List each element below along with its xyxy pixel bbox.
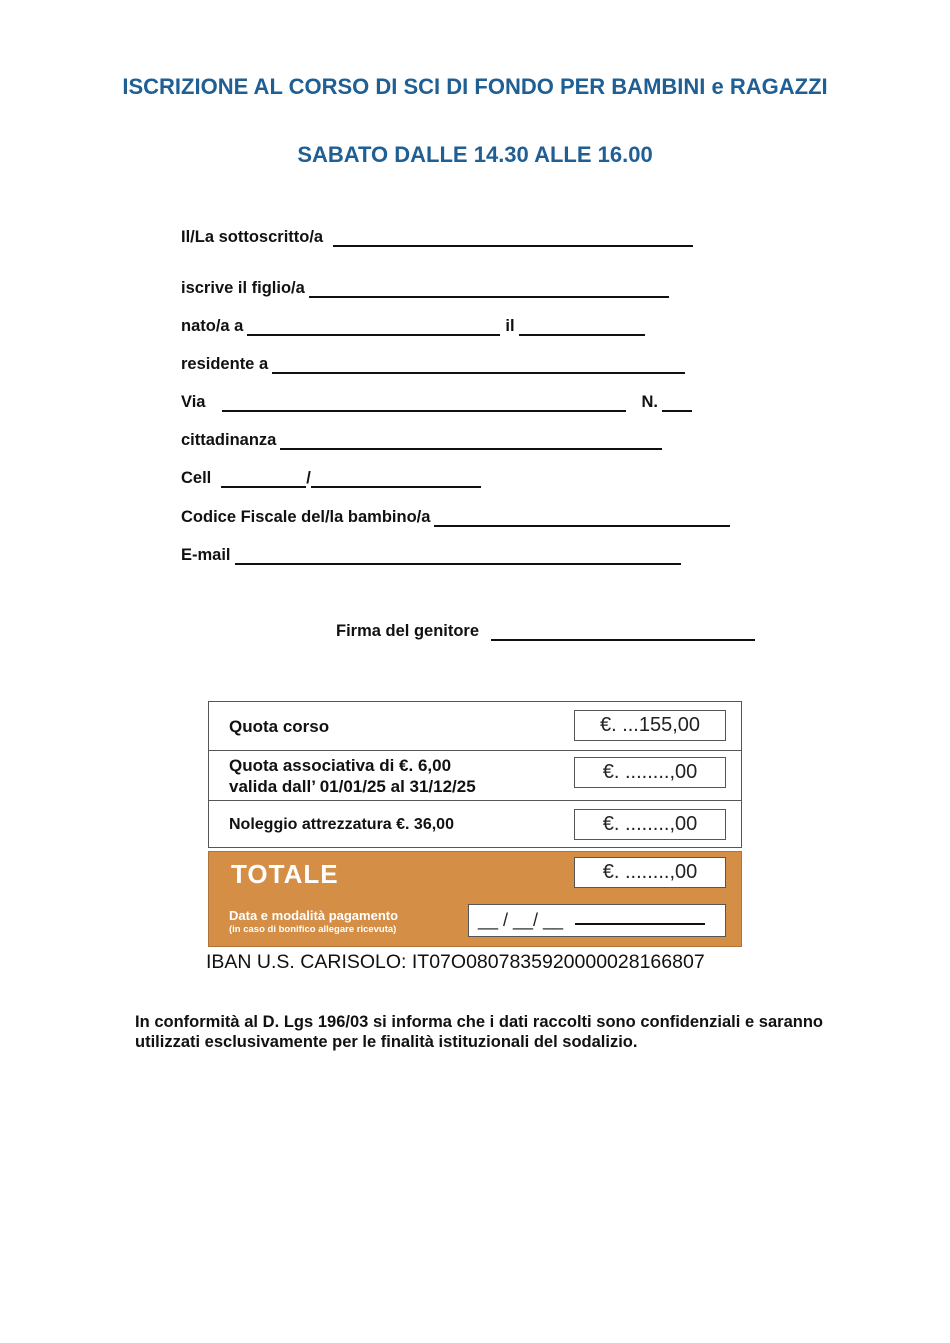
field-firma: [336, 622, 755, 641]
fill-line[interactable]: [235, 547, 681, 565]
total-amount-field[interactable]: €. ........,00: [574, 857, 726, 888]
fee-label: Quota corso: [229, 717, 330, 736]
fill-line[interactable]: [333, 229, 693, 247]
privacy-notice: In conformità al D. Lgs 196/03 si informa che i dati raccolti sono confidenziali e saranno utilizzati esclusivamente per le finalità istituzionali del sodalizio.: [135, 1013, 823, 1051]
field-label: Il/La sottoscritto/a: [181, 228, 324, 246]
field-sottoscritto: [181, 228, 693, 247]
field-label: residente a: [181, 355, 269, 373]
field-label: Codice Fiscale del/la bambino/a: [181, 508, 431, 526]
field-label: Via: [181, 393, 206, 411]
field-label: nato/a a: [181, 317, 244, 335]
field-cittadinanza: [181, 431, 662, 450]
payment-mode-line[interactable]: [575, 907, 705, 925]
fill-line[interactable]: [662, 394, 692, 412]
fill-line[interactable]: [309, 280, 669, 298]
field-label: Firma del genitore: [336, 622, 480, 640]
fill-line[interactable]: [311, 470, 481, 488]
fill-line[interactable]: [272, 356, 685, 374]
fill-line[interactable]: [222, 394, 626, 412]
fill-line[interactable]: [247, 318, 500, 336]
field-cell: [181, 469, 481, 488]
amount-field[interactable]: €. ........,00: [574, 809, 726, 840]
total-section: [208, 851, 742, 947]
fee-table: [208, 701, 742, 848]
field-label: cittadinanza: [181, 431, 277, 449]
fee-label: Quota associativa di €. 6,00: [229, 756, 452, 775]
fee-row-quota-corso: [209, 702, 741, 751]
iban-text: IBAN U.S. CARISOLO: IT07O0807835920000028166807: [206, 951, 705, 973]
field-label: Cell: [181, 469, 212, 487]
payment-note: (in caso di bonifico allegare ricevuta): [229, 924, 397, 935]
fill-line[interactable]: [221, 470, 306, 488]
page-title: ISCRIZIONE AL CORSO DI SCI DI FONDO PER BAMBINI e RAGAZZI: [122, 74, 828, 99]
fill-line[interactable]: [519, 318, 645, 336]
field-nato: [181, 317, 645, 336]
amount-field[interactable]: €. ........,00: [574, 757, 726, 788]
fee-label: Noleggio attrezzatura €. 36,00: [229, 816, 454, 833]
field-figlio: [181, 279, 669, 298]
fill-line[interactable]: [280, 432, 662, 450]
fee-label: valida dall’ 01/01/25 al 31/12/25: [229, 777, 476, 796]
field-residente: [181, 355, 685, 374]
fee-row-noleggio: [209, 801, 741, 848]
date-placeholder: __ / __/ __: [478, 910, 564, 930]
field-label: iscrive il figlio/a: [181, 279, 305, 297]
field-label: N.: [641, 393, 658, 411]
page-subtitle: SABATO DALLE 14.30 ALLE 16.00: [297, 142, 653, 167]
fill-line[interactable]: [434, 509, 730, 527]
total-label: TOTALE: [231, 859, 339, 889]
field-email: [181, 546, 681, 565]
payment-field[interactable]: [468, 904, 726, 937]
signature-line[interactable]: [491, 623, 755, 641]
field-via: [181, 393, 692, 412]
field-codice-fiscale: [181, 508, 730, 527]
amount-field[interactable]: €. ...155,00: [574, 710, 726, 741]
payment-label: Data e modalità pagamento: [229, 908, 399, 923]
field-label: E-mail: [181, 546, 231, 564]
field-separator: /: [306, 469, 311, 487]
field-label: il: [505, 317, 515, 335]
fee-row-quota-associativa: [209, 751, 741, 801]
